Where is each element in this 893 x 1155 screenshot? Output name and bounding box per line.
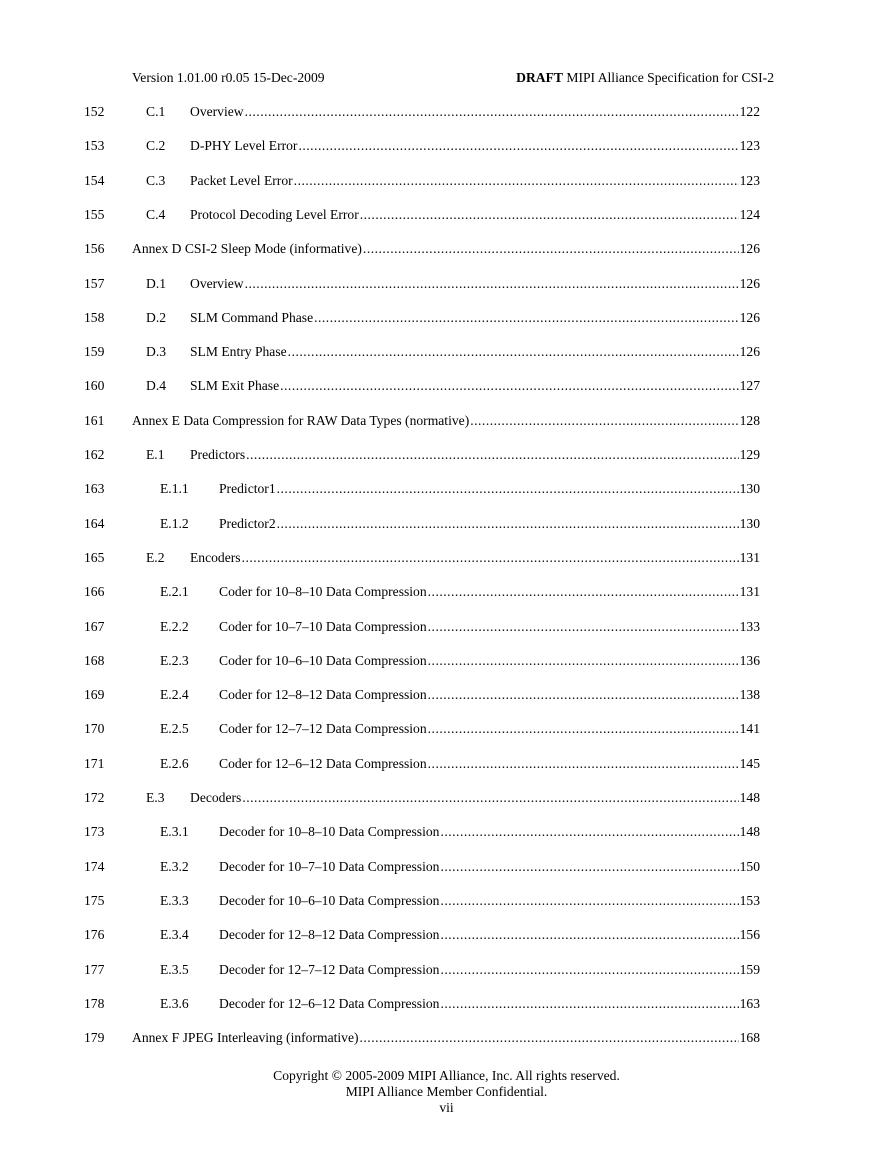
page-reference: 159 xyxy=(739,961,760,977)
section-number: E.2.2 xyxy=(160,618,189,634)
line-number: 179 xyxy=(84,1030,105,1046)
line-number: 169 xyxy=(84,687,105,703)
toc-row xyxy=(0,721,893,741)
spec-title-text: MIPI Alliance Specification for CSI-2 xyxy=(562,70,774,85)
page-reference: 129 xyxy=(739,447,760,462)
section-number: E.2.6 xyxy=(160,755,189,771)
page-reference: 150 xyxy=(739,858,760,874)
toc-entry-link[interactable] xyxy=(219,824,760,840)
toc-row xyxy=(0,619,893,639)
page-reference: 131 xyxy=(739,549,760,565)
line-number: 155 xyxy=(84,206,105,222)
page-reference: 138 xyxy=(739,687,760,703)
line-number: 152 xyxy=(84,104,105,119)
dot-leader xyxy=(428,619,739,635)
dot-leader xyxy=(428,653,739,669)
section-title: Annex E Data Compression for RAW Data Types (normative) xyxy=(132,412,470,428)
dot-leader xyxy=(428,584,739,600)
line-number: 174 xyxy=(84,858,105,874)
toc-entry-link[interactable] xyxy=(190,138,760,154)
page-reference: 126 xyxy=(739,241,760,257)
section-title: Predictor2 xyxy=(219,515,276,531)
line-number: 154 xyxy=(84,172,105,188)
section-title: Protocol Decoding Level Error xyxy=(190,206,359,222)
line-number: 178 xyxy=(84,995,105,1011)
section-number: E.1.1 xyxy=(160,481,189,497)
section-number: E.3.5 xyxy=(160,961,189,977)
dot-leader xyxy=(277,516,739,532)
section-title: Overview xyxy=(190,275,244,291)
section-number: E.3.4 xyxy=(160,927,189,943)
page-reference: 148 xyxy=(739,824,760,840)
section-number: E.3.2 xyxy=(160,858,189,874)
toc-entry-link[interactable] xyxy=(190,207,760,223)
dot-leader xyxy=(246,447,738,463)
toc-entry-link[interactable] xyxy=(190,104,760,120)
toc-entry-link[interactable] xyxy=(190,790,760,806)
page-reference: 168 xyxy=(739,1030,760,1046)
toc-row xyxy=(0,344,893,364)
line-number: 160 xyxy=(84,378,105,394)
dot-leader xyxy=(440,824,738,840)
section-title: Decoder for 12–6–12 Data Compression xyxy=(219,995,440,1011)
dot-leader xyxy=(277,481,739,497)
dot-leader xyxy=(428,756,739,772)
page-reference: 124 xyxy=(739,206,760,222)
spec-title xyxy=(516,70,774,86)
section-title: Overview xyxy=(190,104,244,119)
section-number: E.3.1 xyxy=(160,824,189,840)
page-reference: 123 xyxy=(739,138,760,154)
toc-row xyxy=(0,584,893,604)
dot-leader xyxy=(440,962,738,978)
toc-row xyxy=(0,207,893,227)
section-number: C.4 xyxy=(146,206,166,222)
dot-leader xyxy=(470,413,738,429)
page-reference: 127 xyxy=(739,378,760,394)
section-title: SLM Command Phase xyxy=(190,309,314,325)
toc-row xyxy=(0,413,893,433)
page-reference: 163 xyxy=(739,995,760,1011)
toc-row xyxy=(0,276,893,296)
section-title: Decoder for 10–8–10 Data Compression xyxy=(219,824,440,840)
toc-row xyxy=(0,756,893,776)
section-title: Decoders xyxy=(190,790,242,805)
section-number: E.3.6 xyxy=(160,995,189,1011)
section-number: C.3 xyxy=(146,172,166,188)
page-reference: 141 xyxy=(739,721,760,737)
line-number: 168 xyxy=(84,652,105,668)
dot-leader xyxy=(245,104,739,120)
dot-leader xyxy=(440,927,738,943)
section-title: Decoder for 12–8–12 Data Compression xyxy=(219,927,440,943)
toc-entry-link[interactable] xyxy=(190,378,760,394)
page-reference: 133 xyxy=(739,618,760,634)
page-reference: 126 xyxy=(739,309,760,325)
line-number: 159 xyxy=(84,344,105,360)
section-number: E.1.2 xyxy=(160,515,189,531)
toc-row xyxy=(0,447,893,467)
section-number: D.2 xyxy=(146,309,167,325)
section-title: Decoder for 10–6–10 Data Compression xyxy=(219,892,440,908)
dot-leader xyxy=(363,241,739,257)
section-number: D.4 xyxy=(146,378,167,394)
section-number: E.1 xyxy=(146,447,165,462)
section-title: SLM Exit Phase xyxy=(190,378,280,394)
toc-entry-link[interactable] xyxy=(132,413,760,429)
toc-entry-link[interactable] xyxy=(219,859,760,875)
toc-row xyxy=(0,104,893,124)
section-title: Coder for 12–6–12 Data Compression xyxy=(219,755,427,771)
section-number: D.1 xyxy=(146,275,167,291)
line-number: 157 xyxy=(84,275,105,291)
section-title: Coder for 12–8–12 Data Compression xyxy=(219,687,427,703)
toc-row xyxy=(0,927,893,947)
line-number: 165 xyxy=(84,549,105,565)
toc-row xyxy=(0,824,893,844)
toc-entry-link[interactable] xyxy=(219,687,760,703)
toc-row xyxy=(0,310,893,330)
copyright-notice: Copyright © 2005-2009 MIPI Alliance, Inc. All rights reserved. xyxy=(273,1068,620,1083)
line-number: 156 xyxy=(84,241,105,257)
toc-entry-link[interactable] xyxy=(132,241,760,257)
toc-entry-link[interactable] xyxy=(219,584,760,600)
toc-row xyxy=(0,790,893,810)
page-number: vii xyxy=(439,1100,454,1115)
dot-leader xyxy=(245,276,739,292)
dot-leader xyxy=(314,310,739,326)
line-number: 153 xyxy=(84,138,105,154)
section-number: D.3 xyxy=(146,344,167,360)
line-number: 162 xyxy=(84,447,105,462)
page-reference: 130 xyxy=(739,515,760,531)
toc-entry-link[interactable] xyxy=(219,996,760,1012)
page-reference: 136 xyxy=(739,652,760,668)
dot-leader xyxy=(298,138,738,154)
section-title: Coder for 10–7–10 Data Compression xyxy=(219,618,427,634)
section-number: E.2.1 xyxy=(160,584,189,600)
page-footer xyxy=(0,1068,893,1116)
toc-row xyxy=(0,653,893,673)
dot-leader xyxy=(242,550,739,566)
toc-entry-link[interactable] xyxy=(219,481,760,497)
dot-leader xyxy=(440,859,738,875)
draft-label: DRAFT xyxy=(516,70,563,85)
section-title: Encoders xyxy=(190,549,241,565)
toc-row xyxy=(0,241,893,261)
dot-leader xyxy=(440,893,738,909)
toc-entry-link[interactable] xyxy=(219,893,760,909)
toc-entry-link[interactable] xyxy=(219,619,760,635)
line-number: 161 xyxy=(84,412,105,428)
section-number: E.3.3 xyxy=(160,892,189,908)
toc-row xyxy=(0,962,893,982)
dot-leader xyxy=(242,790,738,806)
section-title: Coder for 12–7–12 Data Compression xyxy=(219,721,427,737)
toc-entry-link[interactable] xyxy=(219,927,760,943)
line-number: 167 xyxy=(84,618,105,634)
page-reference: 122 xyxy=(739,104,760,119)
section-title: Annex F JPEG Interleaving (informative) xyxy=(132,1030,359,1046)
dot-leader xyxy=(428,687,739,703)
line-number: 176 xyxy=(84,927,105,943)
toc-row xyxy=(0,893,893,913)
page-reference: 126 xyxy=(739,275,760,291)
toc-entry-link[interactable] xyxy=(219,721,760,737)
toc-entry-link[interactable] xyxy=(219,653,760,669)
dot-leader xyxy=(428,721,739,737)
toc-entry-link[interactable] xyxy=(190,310,760,326)
page-reference: 123 xyxy=(739,172,760,188)
section-number: E.2.3 xyxy=(160,652,189,668)
page-reference: 145 xyxy=(739,755,760,771)
toc-entry-link[interactable] xyxy=(219,516,760,532)
page-reference: 156 xyxy=(739,927,760,943)
section-title: SLM Entry Phase xyxy=(190,344,287,360)
line-number: 164 xyxy=(84,515,105,531)
dot-leader xyxy=(440,996,738,1012)
toc-entry-link[interactable] xyxy=(219,756,760,772)
page-reference: 128 xyxy=(739,412,760,428)
line-number: 163 xyxy=(84,481,105,497)
line-number: 158 xyxy=(84,309,105,325)
toc-row xyxy=(0,996,893,1016)
version-label: Version 1.01.00 r0.05 15-Dec-2009 xyxy=(132,70,325,85)
section-title: Predictor1 xyxy=(219,481,276,497)
toc-entry-link[interactable] xyxy=(132,1030,760,1046)
section-title: Decoder for 12–7–12 Data Compression xyxy=(219,961,440,977)
toc-row xyxy=(0,550,893,570)
toc-entry-link[interactable] xyxy=(190,344,760,360)
section-number: E.2.4 xyxy=(160,687,189,703)
toc-row xyxy=(0,859,893,879)
section-number: C.2 xyxy=(146,138,166,154)
confidential-notice: MIPI Alliance Member Confidential. xyxy=(345,1084,548,1099)
toc-row xyxy=(0,173,893,193)
toc-entry-link[interactable] xyxy=(219,962,760,978)
toc-entry-link[interactable] xyxy=(190,276,760,292)
section-title: Decoder for 10–7–10 Data Compression xyxy=(219,858,440,874)
dot-leader xyxy=(294,173,739,189)
dot-leader xyxy=(288,344,739,360)
line-number: 173 xyxy=(84,824,105,840)
dot-leader xyxy=(360,1030,739,1046)
line-number: 171 xyxy=(84,755,105,771)
line-number: 177 xyxy=(84,961,105,977)
line-number: 175 xyxy=(84,892,105,908)
page-reference: 153 xyxy=(739,892,760,908)
line-number: 170 xyxy=(84,721,105,737)
toc-entry-link[interactable] xyxy=(190,447,760,463)
section-number: E.2 xyxy=(146,549,165,565)
section-title: D-PHY Level Error xyxy=(190,138,298,154)
line-number: 166 xyxy=(84,584,105,600)
section-title: Predictors xyxy=(190,447,246,462)
line-number: 172 xyxy=(84,790,105,805)
page-reference: 131 xyxy=(739,584,760,600)
section-number: E.2.5 xyxy=(160,721,189,737)
dot-leader xyxy=(280,378,738,394)
page-reference: 148 xyxy=(739,790,760,805)
toc-row xyxy=(0,687,893,707)
toc-entry-link[interactable] xyxy=(190,173,760,189)
toc-row xyxy=(0,378,893,398)
page-reference: 130 xyxy=(739,481,760,497)
section-title: Annex D CSI-2 Sleep Mode (informative) xyxy=(132,241,362,257)
section-number: C.1 xyxy=(146,104,166,119)
section-title: Coder for 10–6–10 Data Compression xyxy=(219,652,427,668)
toc-entry-link[interactable] xyxy=(190,550,760,566)
toc-row xyxy=(0,1030,893,1050)
toc-row xyxy=(0,516,893,536)
dot-leader xyxy=(360,207,739,223)
section-number: E.3 xyxy=(146,790,165,805)
toc-row xyxy=(0,138,893,158)
page-reference: 126 xyxy=(739,344,760,360)
section-title: Coder for 10–8–10 Data Compression xyxy=(219,584,427,600)
toc-row xyxy=(0,481,893,501)
section-title: Packet Level Error xyxy=(190,172,293,188)
